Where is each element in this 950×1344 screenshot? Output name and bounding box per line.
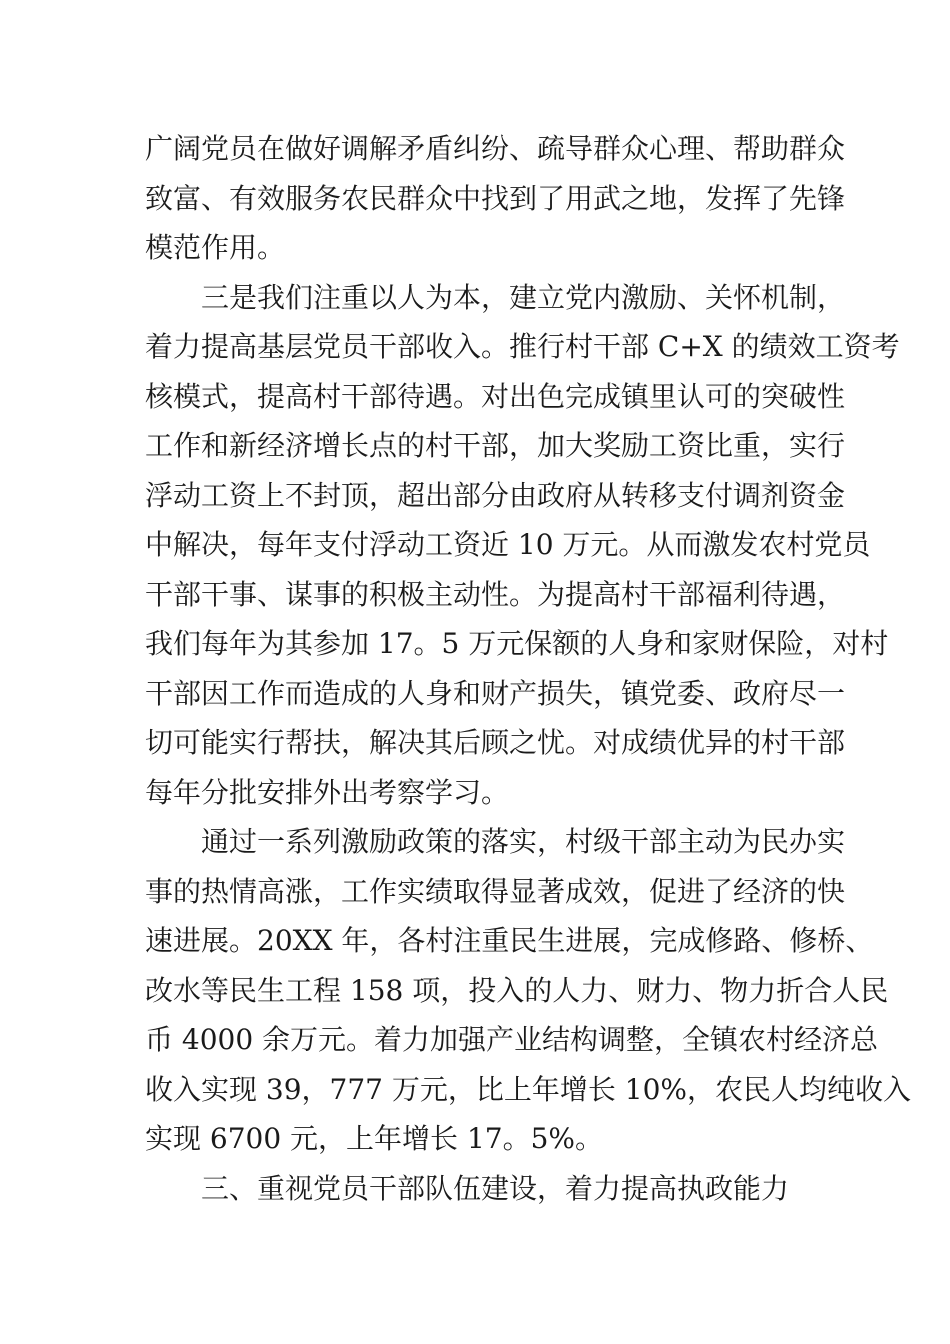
paragraph-line: 切可能实行帮扶，解决其后顾之忧。对成绩优异的村干部 — [145, 726, 846, 759]
paragraph-line: 速进展。20XX 年，各村注重民生进展，完成修路、修桥、 — [145, 924, 874, 957]
paragraph-line: 模范作用。 — [145, 231, 286, 264]
paragraph-1 — [145, 124, 846, 273]
paragraph-line: 致富、有效服务农民群众中找到了用武之地，发挥了先锋 — [145, 181, 846, 215]
document-page — [145, 124, 912, 1213]
paragraph-line: 中解决，每年支付浮动工资近 10 万元。从而激发农村党员 — [145, 528, 871, 561]
paragraph-line: 通过一系列激励政策的落实，村级干部主动为民办实 — [201, 825, 846, 858]
paragraph-line: 实现 6700 元，上年增长 17。5%。 — [145, 1122, 604, 1155]
paragraph-2 — [145, 273, 900, 818]
paragraph-line: 每年分批安排外出考察学习。 — [145, 775, 510, 809]
paragraph-line: 着力提高基层党员干部收入。推行村干部 C+X 的绩效工资考 — [145, 330, 900, 363]
paragraph-line: 干部干事、谋事的积极主动性。为提高村干部福利待遇， — [145, 577, 846, 611]
paragraph-line: 工作和新经济增长点的村干部，加大奖励工资比重，实行 — [145, 429, 846, 462]
paragraph-line: 改水等民生工程 158 项，投入的人力、财力、物力折合人民 — [145, 973, 889, 1007]
paragraph-line: 币 4000 余万元。着力加强产业结构调整，全镇农村经济总 — [145, 1023, 879, 1056]
paragraph-line: 收入实现 39，777 万元，比上年增长 10%，农民人均纯收入 — [145, 1072, 912, 1106]
paragraph-3 — [145, 817, 912, 1164]
section-heading-text: 三、重视党员干部队伍建设，着力提高执政能力 — [201, 1171, 790, 1205]
paragraph-line: 干部因工作而造成的人身和财产损失，镇党委、政府尽一 — [145, 676, 846, 710]
paragraph-line: 我们每年为其参加 17。5 万元保额的人身和家财保险，对村 — [145, 627, 889, 660]
section-heading — [145, 1164, 810, 1214]
paragraph-line: 三是我们注重以人为本，建立党内激励、关怀机制， — [201, 280, 846, 314]
paragraph-line: 事的热情高涨，工作实绩取得显著成效，促进了经济的快 — [145, 874, 846, 908]
paragraph-line: 浮动工资上不封顶，超出部分由政府从转移支付调剂资金 — [145, 478, 846, 512]
paragraph-line: 核模式，提高村干部待遇。对出色完成镇里认可的突破性 — [145, 379, 846, 413]
paragraph-line: 广阔党员在做好调解矛盾纠纷、疏导群众心理、帮助群众 — [145, 132, 846, 165]
